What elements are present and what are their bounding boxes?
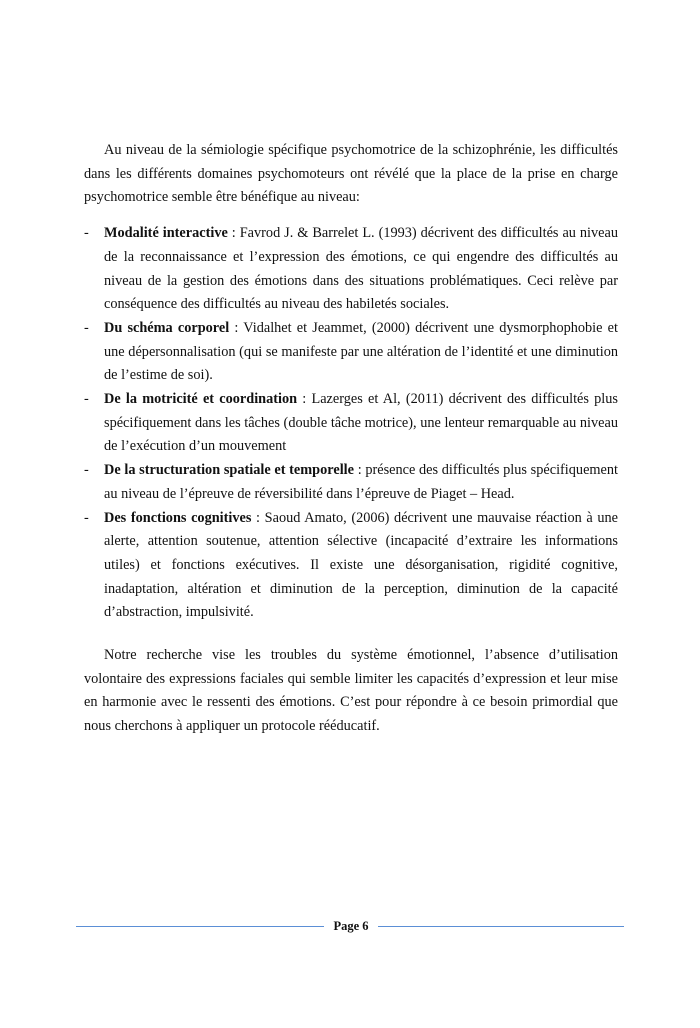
list-item-term: Modalité interactive bbox=[104, 225, 228, 242]
list-item-text: : Lazerges et Al, (2011) décrivent des difficultés plus spécifiquement dans les tâches (double tâche motrice), une lenteur remarquable au niveau de l’exécution d’un mouvement bbox=[104, 391, 618, 455]
list-dash: - bbox=[84, 225, 89, 242]
list-item-text: : Vidalhet et Jeammet, (2000) décrivent une dysmorphophobie et une dépersonnalisation (qui se manifeste par une altération de l’identité et une diminution de l’estime de soi). bbox=[104, 319, 618, 384]
list-item-fonctions-cognitives bbox=[84, 507, 618, 626]
intro-paragraph: Au niveau de la sémiologie spécifique psychomotrice de la schizophrénie, les difficultés dans les différents domaines psychomoteurs ont révélé que la place de la prise en charge psychomotrice semble être bénéfique au niveau: bbox=[84, 142, 618, 206]
list-item-motricite-coordination bbox=[84, 388, 618, 459]
page-body bbox=[84, 139, 618, 739]
list-item-text: : Saoud Amato, (2006) décrivent une mauvaise réaction à une alerte, attention soutenue, attention sélective (incapacité d’extraire les informations utiles) et fonctions exécutives. Il existe une désorganisation, rigidité cognitive, inadaptation, altération et diminution de la perception, diminution de la capacité d’abstraction, impulsivité. bbox=[104, 509, 618, 621]
list-dash: - bbox=[84, 509, 89, 526]
footer-rule-left bbox=[76, 926, 324, 927]
page-number: Page 6 bbox=[333, 919, 369, 933]
list-dash: - bbox=[84, 462, 89, 479]
list-item-term: De la structuration spatiale et temporelle bbox=[104, 462, 355, 479]
list-item-text: : présence des difficultés plus spécifiquement au niveau de l’épreuve de réversibilité dans l’épreuve de Piaget – Head. bbox=[104, 462, 619, 502]
footer-rule-right bbox=[378, 926, 624, 927]
list-item-schema-corporel bbox=[84, 317, 618, 388]
list-dash: - bbox=[84, 319, 89, 336]
conclusion-paragraph: Notre recherche vise les troubles du système émotionnel, l’absence d’utilisation volontaire des expressions faciales qui semble limiter les capacités d’expression et leur mise en harmonie avec le ressenti des émotions. C’est pour répondre à ce besoin primordial que nous cherchons à appliquer un protocole rééducatif. bbox=[84, 647, 618, 735]
list-item-text: : Favrod J. & Barrelet L. (1993) décrivent des difficultés au niveau de la reconnaissance et l’expression des émotions, ce qui engendre des difficultés au niveau de la gestion des émotions dans des situations problématiques. Ceci relève par conséquence des difficultés au niveau des habiletés sociales. bbox=[104, 225, 618, 313]
difficulties-list bbox=[84, 222, 618, 625]
list-item-modalite-interactive bbox=[84, 222, 618, 317]
list-item-structuration-spatiale bbox=[84, 459, 618, 506]
list-item-term: De la motricité et coordination bbox=[104, 391, 298, 408]
page-footer bbox=[76, 916, 624, 938]
list-item-term: Des fonctions cognitives bbox=[104, 509, 252, 526]
list-dash: - bbox=[84, 391, 89, 408]
list-item-term: Du schéma corporel bbox=[104, 319, 230, 336]
